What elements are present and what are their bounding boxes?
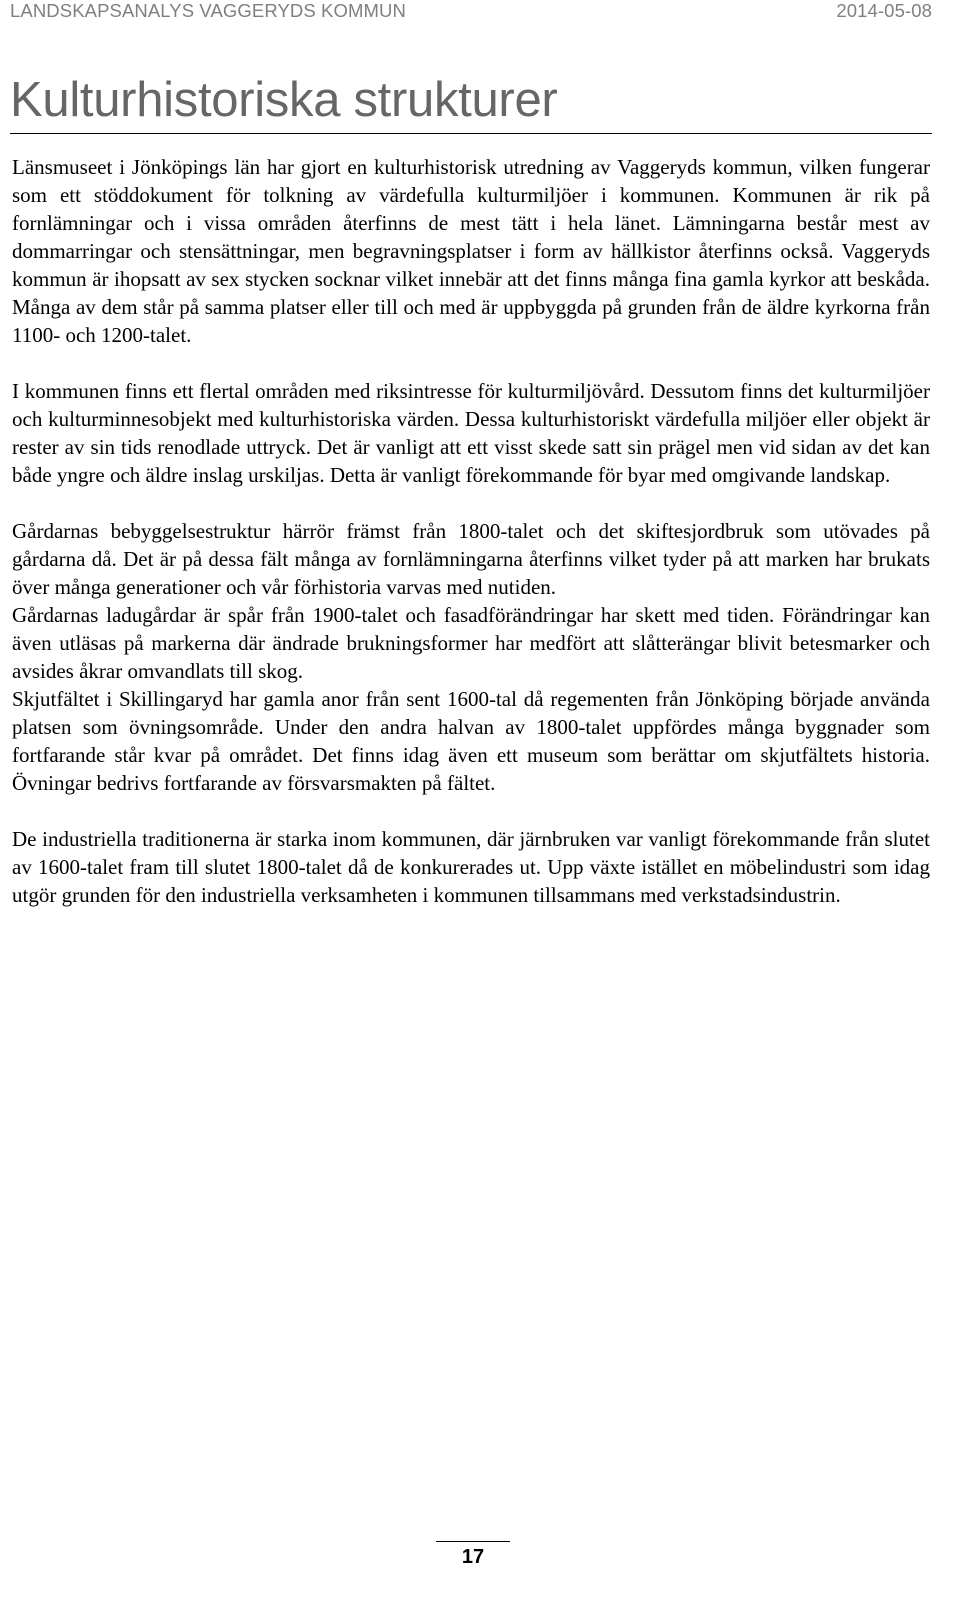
page-number: 17 <box>450 1541 496 1569</box>
running-header <box>10 0 932 22</box>
body-text <box>12 153 930 909</box>
paragraph-gardar-struktur: Gårdarnas bebyggelsestruktur härrör främst från 1800-talet och det skiftesjordbruk som utövades på gårdarna då. Det är på dessa fält många av fornlämningarna återfinns vilket tyder på att marken har brukats över många generationer och vår förhistoria varvas med nutiden. <box>12 519 930 599</box>
paragraph-ladugardar: Gårdarnas ladugårdar är spår från 1900-talet och fasadförändringar har skett med tiden. Förändringar kan även utläsas på markerna där ändrade brukningsformer har medfört att slåtterängar blivit betesmarker och avsides åkrar omvandlats till skog. <box>12 603 930 683</box>
paragraph-skjutfaltet: Skjutfältet i Skillingaryd har gamla anor från sent 1600-tal då regementen från Jönköping började använda platsen som övningsområde. Under den andra halvan av 1800-talet uppfördes många byggnader som fortfarande står kvar på området. Det finns idag även ett museum som berättar om skjutfältets historia. Övningar bedrivs fortfarande av försvarsmakten på fältet. <box>12 687 930 795</box>
paragraph-intro: Länsmuseet i Jönköpings län har gjort en kulturhistorisk utredning av Vaggeryds kommun, vilken fungerar som ett stöddokument för tolkning av värdefulla kulturmiljöer i kommunen. Kommunen är rik på fornlämningar och i vissa områden återfinns de mest tätt i hela länet. Lämningarna består mest av dommarringar och stensättningar, men begravningsplatser i form av hällkistor återfinns också. Vaggeryds kommun är ihopsatt av sex stycken socknar vilket innebär att det finns många fina gamla kyrkor att beskåda. Många av dem står på samma platser eller till och med är uppbyggda på grunden från de äldre kyrkorna från 1100- och 1200-talet. <box>12 155 930 347</box>
paragraph-industri: De industriella traditionerna är starka inom kommunen, där järnbruken var vanligt förekommande från slutet av 1600-talet fram till slutet 1800-talet då de konkurerades ut. Upp växte istället en möbelindustri som idag utgör grunden för den industriella verksamheten i kommunen tillsammans med verkstadsindustrin. <box>12 827 930 907</box>
header-date: 2014-05-08 <box>836 0 932 21</box>
page-title: Kulturhistoriska strukturer <box>10 73 558 127</box>
title-underline-rule <box>10 133 932 134</box>
paragraph-riksintresse: I kommunen finns ett flertal områden med riksintresse för kulturmiljövård. Dessutom finns det kulturmiljöer och kulturminnesobjekt med kulturhistoriska värden. Dessa kulturhistoriskt värdefulla miljöer eller objekt är rester av sin tids renodlade uttryck. Det är vanligt att ett visst skede satt sin prägel men vid sidan av det kan både yngre och äldre inslag urskiljas. Detta är vanligt förekommande för byar med omgivande landskap. <box>12 379 930 487</box>
page-footer <box>0 1541 946 1569</box>
header-document-title: LANDSKAPSANALYS VAGGERYDS KOMMUN <box>10 0 406 21</box>
